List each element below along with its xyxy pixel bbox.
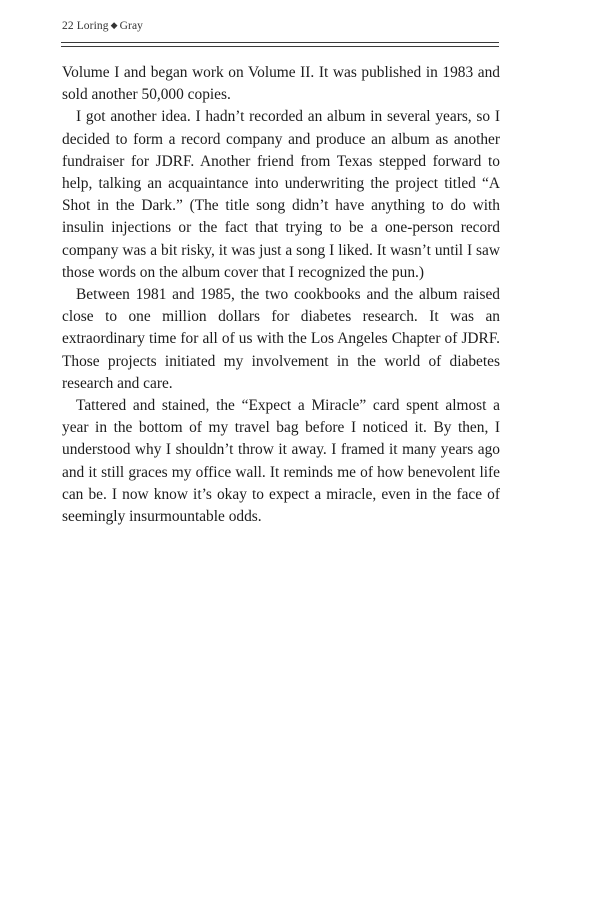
paragraph-continuation: Volume I and began work on Volume II. It was published in 1983 and sold another 50,000 copies. bbox=[62, 64, 500, 104]
paragraph-record-company: I got another idea. I hadn’t recorded an album in several years, so I decided to form a record company and produce an album as another fundraiser for JDRF. Another friend from Texas stepped forward to help, talking an acquaintance into underwriting the project titled “A Shot in the Dark.” (The title song didn’t have anything to do with insulin injections or the fact that trying to be a one-person record company was a bit risky, it was just a song I liked. It wasn’t until I saw those words on the album cover that I recognized the pun.) bbox=[62, 108, 500, 281]
author-last-name: Gray bbox=[119, 20, 144, 32]
running-head bbox=[62, 20, 143, 32]
header-rule-bottom bbox=[61, 46, 499, 47]
author-first-name: Loring bbox=[76, 20, 109, 32]
body-text bbox=[62, 62, 500, 528]
header-rule-top bbox=[61, 42, 499, 43]
diamond-separator-icon: ◆ bbox=[110, 20, 118, 30]
page-number: 22 bbox=[62, 20, 74, 32]
paragraph-fundraising-results: Between 1981 and 1985, the two cookbooks and the album raised close to one million dollars for diabetes research. It was an extraordinary time for all of us with the Los Angeles Chapter of JDRF. Those projects initiated my involvement in the world of diabetes research and care. bbox=[62, 286, 500, 392]
paragraph-expect-a-miracle: Tattered and stained, the “Expect a Miracle” card spent almost a year in the bottom of my travel bag before I noticed it. By then, I understood why I shouldn’t throw it away. I framed it many years ago and it still graces my office wall. It reminds me of how benevolent life can be. I now know it’s okay to expect a miracle, even in the face of seemingly insurmountable odds. bbox=[62, 397, 500, 526]
